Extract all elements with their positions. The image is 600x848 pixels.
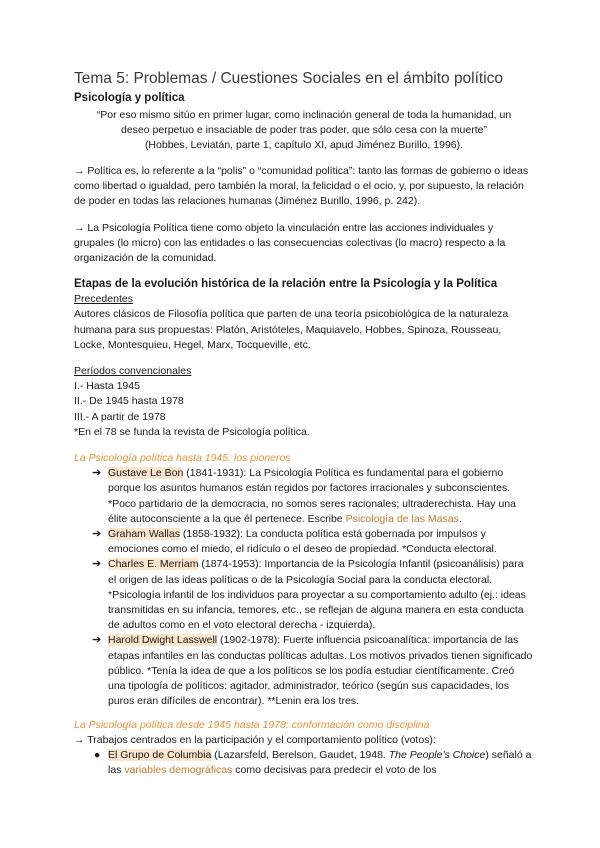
author-description: (1858-1932): La conducta política está gobernada por impulsos y emociones como el miedo, el ridículo o el deseo de propiedad. *Conducta electoral.	[108, 528, 497, 556]
list-item	[74, 557, 534, 633]
arrow-bullet-icon: ➔	[92, 558, 102, 571]
author-name: Gustave Le Bon	[108, 467, 184, 480]
section-heading-etapas: Etapas de la evolución histórica de la relación entre la Psicología y la Política	[74, 278, 498, 291]
arrow-bullet-icon: ➔	[92, 467, 102, 480]
disciplina-list	[74, 748, 534, 778]
list-item	[74, 748, 534, 778]
document-title: Tema 5: Problemas / Cuestiones Sociales en el ámbito político	[74, 70, 504, 87]
book-title: Psicología de las Masas	[345, 512, 459, 525]
arrow-bullet-icon: ➔	[92, 528, 102, 541]
author-description: (1841-1931): La Psicología Política es fundamental para el gobierno porque los asuntos humanos están regidos por factores irracionales y subconscientes. *Poco partidario de la democracia, no somos seres racionales; ultraderechista. Hay una élite autoconsciente a la que él pertenece. Escribe	[108, 467, 516, 525]
highlighted-term: variables demográficas	[124, 764, 233, 777]
author-name: Harold Dwight Lasswell	[108, 634, 218, 647]
precedentes-text: Autores clásicos de Filosofía política que parten de una teoría psicobiológica de la naturaleza humana para sus propuestas: Platón, Aristóteles, Maquiavelo, Hobbes, Spinoza, Rousseau, Locke, Montesquieu, Hegel, Marx, Tocqueville, etc.	[74, 308, 509, 351]
list-item	[74, 633, 534, 709]
periodo-2: II.- De 1945 hasta 1978	[74, 395, 184, 408]
periodo-3: III.- A partir de 1978	[74, 410, 166, 423]
section-heading-psicologia-politica: Psicología y política	[74, 92, 185, 104]
periodos-note: *En el 78 se funda la revista de Psicología política.	[74, 425, 310, 438]
quote-line-2: deseo perpetuo e insaciable de poder tras poder, que sólo cesa con la muerte”	[121, 124, 487, 136]
quote-line-1: “Por eso mismo sitúo en primer lugar, como inclinación general de toda la humanidad, un	[96, 109, 512, 121]
group-description-cont: ) señaló a las	[108, 748, 532, 777]
group-description-end: como decisivas para predecir el voto de los	[232, 764, 437, 777]
precedentes-label: Precedentes	[74, 293, 133, 306]
list-item	[74, 527, 534, 557]
section4-intro: → Trabajos centrados en la participación y el comportamiento político (votos):	[74, 733, 436, 746]
pioneros-list	[74, 466, 534, 709]
author-description: (1874-1953): Importancia de la Psicología Infantil (psicoanálisis) para el origen de las ideas políticas o de la Psicología Social para la conducta electoral. *Psicología infantil de los individuos para proyectar a su comportamiento adulto (ej.: ideas transmitidas en su infancia, temores, etc., se reflejan de alguna manera en esta conducta de adultos como en el voto electoral derecha - izquierda).	[108, 558, 526, 632]
hobbes-quote	[74, 108, 534, 153]
author-name: Charles E. Merriam	[108, 558, 199, 571]
author-description: (1902-1978): Fuerte influencia psicoanalítica: importancia de las etapas infantiles en las conductas políticas adultas. Los motivos privados tienen significado público. *Tenía la idea de que a los políticos se los podía estudiar científicamente. Creó una tipología de políticos: agitador, administrador, teórico (según sus capacidades, los puros eran difíciles de encontrar). **Lenin era los tres.	[108, 634, 533, 708]
group-name: El Grupo de Columbia	[108, 748, 212, 761]
sentence-end: .	[458, 512, 462, 525]
author-name: Graham Wallas	[108, 528, 180, 541]
book-title: The People's Choice	[388, 748, 486, 761]
periodo-1: I.- Hasta 1945	[74, 380, 140, 393]
document-page	[74, 70, 534, 778]
section-heading-pioneros: La Psicología política hasta 1945: los pioneros	[74, 452, 291, 465]
periodos-label: Períodos convencionales	[74, 365, 192, 378]
quote-line-3: (Hobbes, Leviatán, parte 1, capítulo XI, apud Jiménez Burillo, 1996).	[144, 139, 464, 151]
list-item	[74, 466, 534, 527]
section-heading-disciplina: La Psicología política desde 1945 hasta 1978: conformación como disciplina	[74, 718, 430, 731]
group-description: (Lazarsfeld, Berelson, Gaudet, 1948.	[211, 748, 389, 761]
paragraph-politica: → Política es, lo referente a la “polis” o “comunidad política”: tanto las formas de gobierno o ideas como libertad o igualdad, pero también la moral, la felicidad o el ocio, y, por supuesto, la relación de poder en todas las relaciones humanas (Jiménez Burillo, 1996, p. 242).	[74, 165, 529, 208]
dot-bullet-icon: ●	[94, 748, 101, 761]
paragraph-psicologia-politica: → La Psicología Política tiene como objeto la vinculación entre las acciones individuales y grupales (lo micro) con las entidades o las consecuencias colectivas (lo macro) respecto a la organización de la comunidad.	[74, 221, 506, 265]
arrow-bullet-icon: ➔	[92, 634, 102, 647]
